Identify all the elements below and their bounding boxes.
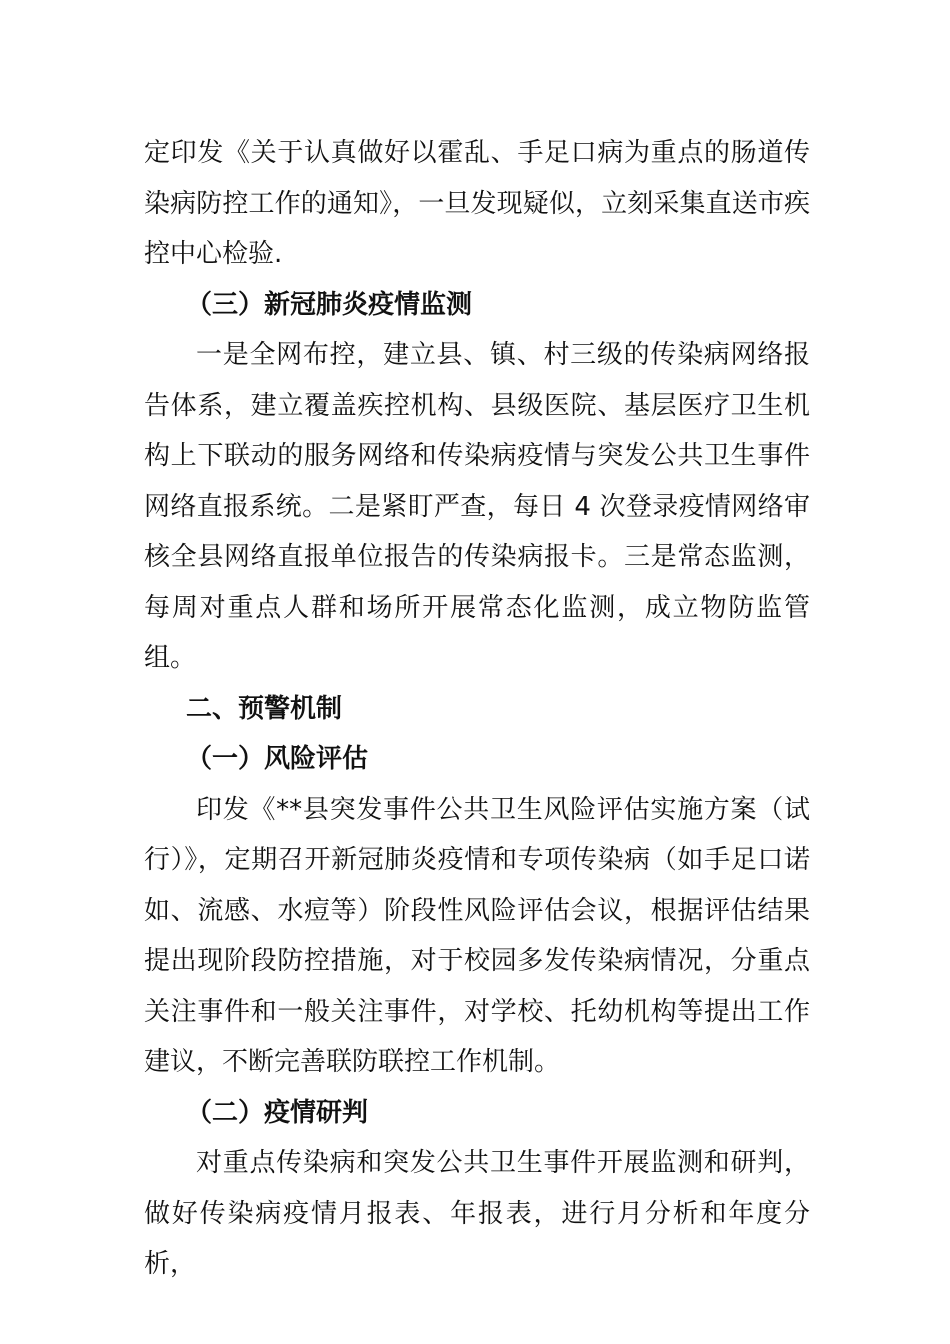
subheading-epidemic-analysis: （二）疫情研判	[186, 1097, 369, 1128]
document-body	[144, 128, 810, 1290]
paragraph-risk-assessment: 印发《**县突发事件公共卫生风险评估实施方案（试行）》，定期召开新冠肺炎疫情和专项传染病（如手足口诺如、流感、水痘等）阶段性风险评估会议，根据评估结果提出现阶段防控措施，对于校园多发传染病情况，分重点关注事件和一般关注事件，对学校、托幼机构等提出工作建议，不断完善联防联控工作机制。	[144, 794, 810, 1077]
subheading-covid-monitoring: （三）新冠肺炎疫情监测	[186, 289, 473, 320]
paragraph-covid-monitoring: 一是全网布控，建立县、镇、村三级的传染病网络报告体系，建立覆盖疾控机构、县级医院、基层医疗卫生机构上下联动的服务网络和传染病疫情与突发公共卫生事件网络直报系统。二是紧盯严查，每日 4 次登录疫情网络审核全县网络直报单位报告的传染病报卡。三是常态监测，每周对重点人群和场所开展常态化监测，成立物防监管组。	[144, 340, 810, 673]
paragraph-epidemic-analysis: 对重点传染病和突发公共卫生事件开展监测和研判，做好传染病疫情月报表、年报表，进行月分析和年度分析，	[144, 1148, 810, 1279]
heading-warning-mechanism: 二、预警机制	[186, 693, 343, 724]
paragraph-intestinal-notice: 定印发《关于认真做好以霍乱、手足口病为重点的肠道传染病防控工作的通知》，一旦发现疑似，立刻采集直送市疾控中心检验.	[144, 138, 810, 269]
subheading-risk-assessment: （一）风险评估	[186, 744, 369, 774]
